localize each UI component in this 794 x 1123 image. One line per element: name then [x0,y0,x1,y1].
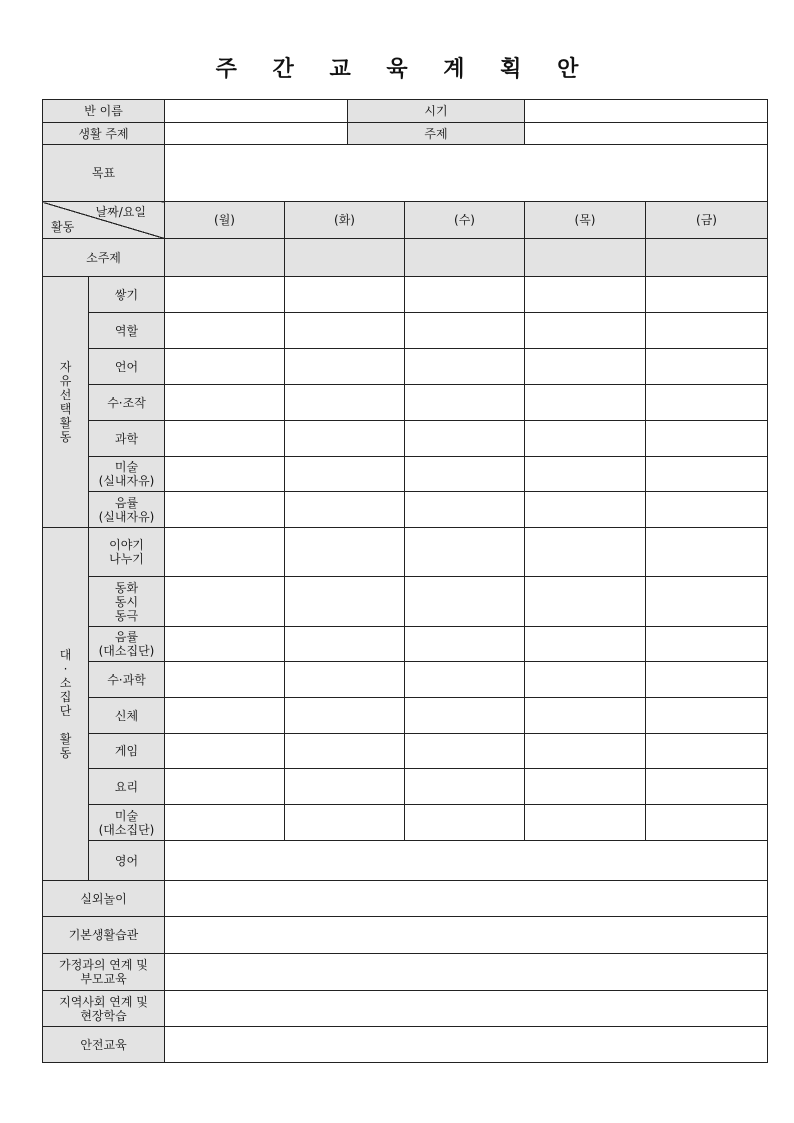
plan-cell[interactable] [646,277,768,313]
footer-row [43,954,768,991]
subtopic-cell[interactable] [285,239,405,277]
day-header-mon: (월) [165,202,285,239]
plan-cell[interactable] [285,577,405,627]
theme-field[interactable] [525,123,768,145]
free-choice-row [43,349,768,385]
group-activity-label [89,769,165,805]
label-line: 현장학습 [80,1008,127,1023]
subtopic-cell[interactable] [405,239,525,277]
group-activity-row [43,577,768,627]
english-field[interactable] [165,841,768,881]
label-line: 과학 [114,431,139,446]
label-line: 동화 [114,580,139,595]
free-choice-activity-label [89,277,165,313]
group-activity-row [43,698,768,734]
label-line: 동극 [114,608,139,623]
free-choice-activity-label [89,421,165,457]
label-line: (실내자유) [98,509,155,524]
label-line: 음률 [114,495,139,510]
plan-cell[interactable] [285,662,405,698]
plan-cell[interactable] [165,577,285,627]
label-line: 쌓기 [114,287,139,302]
day-header-wed: (수) [405,202,525,239]
life-theme-field[interactable] [165,123,348,145]
plan-cell[interactable] [285,627,405,662]
plan-cell[interactable] [646,698,768,734]
period-label: 시기 [348,100,525,123]
plan-cell[interactable] [405,492,525,528]
group-activity-row [43,769,768,805]
free-choice-activity-label [89,385,165,421]
free-choice-row [43,492,768,528]
group-activity-label [89,662,165,698]
free-choice-row [43,421,768,457]
footer-row [43,991,768,1027]
plan-cell[interactable] [646,528,768,577]
group-activity-row [43,528,768,577]
plan-cell[interactable] [405,698,525,734]
date-day-label: 날짜/요일 [95,205,146,219]
free-choice-row [43,457,768,492]
label-line: 가정과의 연계 및 [59,958,148,972]
plan-cell[interactable] [165,349,285,385]
plan-cell[interactable] [285,421,405,457]
plan-cell[interactable] [165,805,285,841]
group-activity-row [43,734,768,769]
free-choice-row [43,385,768,421]
date-activity-diagonal-header [43,202,165,239]
label-line: 부모교육 [80,972,127,986]
label-line: 실외놀이 [80,891,127,906]
subtopic-cell[interactable] [646,239,768,277]
group-activity-label [89,805,165,841]
day-header-tue: (화) [285,202,405,239]
label-line: (대소집단) [98,822,155,837]
plan-cell[interactable] [285,528,405,577]
day-header-fri: (금) [646,202,768,239]
free-choice-activity-label [89,313,165,349]
label-line: 언어 [114,359,139,374]
label-line: 소 [59,676,72,690]
free-choice-section [43,277,768,528]
plan-cell[interactable] [525,769,646,805]
label-line: 동 [59,746,72,760]
footer-row-field[interactable] [165,881,768,917]
plan-cell[interactable] [525,805,646,841]
plan-cell[interactable] [405,769,525,805]
plan-cell[interactable] [285,385,405,421]
plan-cell[interactable] [285,698,405,734]
plan-cell[interactable] [405,577,525,627]
label-line: (대소집단) [98,644,155,658]
plan-cell[interactable] [646,385,768,421]
goal-field[interactable] [165,145,768,202]
free-choice-group-label [43,277,89,528]
plan-cell[interactable] [405,313,525,349]
footer-row-field[interactable] [165,954,768,991]
plan-cell[interactable] [165,385,285,421]
goal-label: 목표 [43,145,165,202]
label-line: 택 [59,402,72,416]
plan-cell[interactable] [646,577,768,627]
plan-cell[interactable] [405,662,525,698]
plan-cell[interactable] [646,805,768,841]
plan-cell[interactable] [525,385,646,421]
footer-row-label [43,954,165,991]
label-line: 활 [59,416,72,430]
plan-cell[interactable] [165,528,285,577]
footer-row [43,881,768,917]
label-line: 기본생활습관 [68,928,139,942]
plan-cell[interactable] [285,313,405,349]
plan-cell[interactable] [165,277,285,313]
plan-cell[interactable] [285,805,405,841]
group-activity-group-label [43,528,89,881]
plan-cell[interactable] [646,662,768,698]
group-activity-row [43,662,768,698]
label-line: 자 [59,360,72,374]
plan-cell[interactable] [285,734,405,769]
label-line: 역할 [114,323,139,338]
plan-cell[interactable] [405,627,525,662]
class-name-label: 반 이름 [43,100,165,123]
label-line: 대 [59,648,72,662]
plan-cell[interactable] [525,662,646,698]
plan-cell[interactable] [285,769,405,805]
english-label: 영어 [89,841,165,881]
label-line: 동 [59,430,72,444]
label-line: 안전교육 [80,1037,127,1052]
label-line: 동시 [114,594,139,609]
plan-cell[interactable] [646,492,768,528]
plan-cell[interactable] [405,277,525,313]
plan-cell[interactable] [165,769,285,805]
day-header-thu: (목) [525,202,646,239]
label-line: 음률 [114,630,139,644]
plan-cell[interactable] [405,805,525,841]
plan-cell[interactable] [405,349,525,385]
label-line: 미술 [114,460,139,474]
plan-cell[interactable] [165,698,285,734]
plan-cell[interactable] [646,769,768,805]
footer-row-field[interactable] [165,1027,768,1063]
plan-cell[interactable] [525,349,646,385]
footer-row-label [43,917,165,954]
plan-cell[interactable] [646,457,768,492]
weekly-plan-table [42,99,768,1063]
plan-cell[interactable] [525,528,646,577]
label-line: 요리 [114,779,139,794]
footer-row-label [43,881,165,917]
label-line: 나누기 [109,552,144,566]
period-field[interactable] [525,100,768,123]
group-activity-label [89,528,165,577]
footer-row-field[interactable] [165,991,768,1027]
label-line: 유 [59,374,72,388]
plan-cell[interactable] [646,627,768,662]
label-line: · [63,662,68,676]
label-line: 게임 [114,744,139,758]
label-line: 단 [59,704,72,718]
subtopic-label: 소주제 [43,239,165,277]
plan-cell[interactable] [165,421,285,457]
free-choice-activity-label [89,492,165,528]
class-name-field[interactable] [165,100,348,123]
plan-cell[interactable] [525,457,646,492]
plan-cell[interactable] [165,313,285,349]
plan-cell[interactable] [285,457,405,492]
plan-cell[interactable] [165,734,285,769]
plan-cell[interactable] [165,492,285,528]
footer-row [43,917,768,954]
label-line: 수·조작 [107,395,146,410]
label-line: (실내자유) [98,474,155,488]
plan-cell[interactable] [285,277,405,313]
plan-cell[interactable] [285,349,405,385]
life-theme-label: 생활 주제 [43,123,165,145]
plan-cell[interactable] [646,349,768,385]
plan-cell[interactable] [525,734,646,769]
subtopic-cell[interactable] [525,239,646,277]
plan-cell[interactable] [405,385,525,421]
plan-cell[interactable] [525,421,646,457]
label-line: 지역사회 연계 및 [59,994,148,1009]
subtopic-cell[interactable] [165,239,285,277]
plan-cell[interactable] [165,457,285,492]
free-choice-activity-label [89,349,165,385]
label-line: 수·과학 [107,672,146,687]
page-title: 주 간 교 육 계 획 안 [215,57,593,82]
plan-cell[interactable] [646,421,768,457]
footer-row-field[interactable] [165,917,768,954]
footer-row-label [43,991,165,1027]
plan-cell[interactable] [646,313,768,349]
label-line: 미술 [114,808,139,823]
label-line: 활 [59,732,72,746]
group-activity-row [43,627,768,662]
group-activity-label [89,698,165,734]
plan-cell[interactable] [165,662,285,698]
group-activity-row [43,805,768,841]
label-line: 신체 [114,708,139,723]
group-activity-section [43,528,768,881]
theme-label: 주제 [348,123,525,145]
english-row [43,841,768,881]
label-line: 이야기 [109,538,144,552]
plan-cell[interactable] [165,627,285,662]
footer-row [43,1027,768,1063]
plan-cell[interactable] [405,457,525,492]
group-activity-label [89,577,165,627]
free-choice-row [43,313,768,349]
footer-row-label [43,1027,165,1063]
plan-cell[interactable] [525,627,646,662]
plan-cell[interactable] [525,277,646,313]
plan-cell[interactable] [525,698,646,734]
plan-cell[interactable] [525,577,646,627]
plan-cell[interactable] [405,734,525,769]
free-choice-row [43,277,768,313]
free-choice-activity-label [89,457,165,492]
footer-section [43,881,768,1063]
plan-cell[interactable] [646,734,768,769]
plan-cell[interactable] [525,313,646,349]
group-activity-label [89,734,165,769]
plan-cell[interactable] [525,492,646,528]
plan-cell[interactable] [405,421,525,457]
label-line: 선 [59,388,72,402]
group-activity-label [89,627,165,662]
plan-cell[interactable] [285,492,405,528]
label-line: 집 [59,690,72,704]
activity-label: 활동 [51,220,75,234]
plan-cell[interactable] [405,528,525,577]
